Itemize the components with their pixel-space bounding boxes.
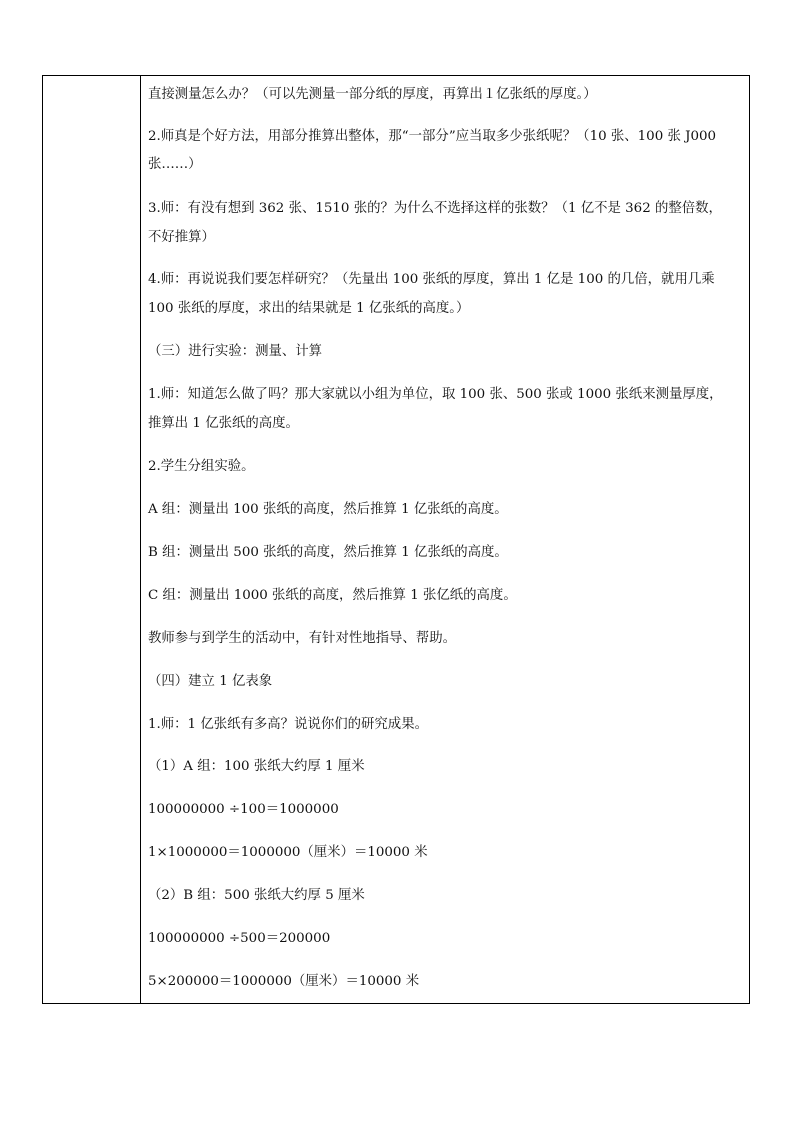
text-line: 推算出 1 亿张纸的高度。 [148, 416, 299, 431]
formula-line: 5×200000＝1000000（厘米）＝10000 米 [148, 974, 420, 989]
text-line: 直接测量怎么办？（可以先测量一部分纸的厚度，再算出１亿张纸的厚度。） [148, 87, 597, 102]
content-column [141, 76, 749, 1003]
section-heading: （三）进行实验：测量、计算 [148, 344, 323, 359]
text-line: 教师参与到学生的活动中，有针对性地指导、帮助。 [148, 631, 456, 646]
text-line: 2.学生分组实验。 [148, 459, 255, 474]
text-line: 1.师：知道怎么做了吗？那大家就以小组为单位，取 100 张、500 张或 1000 张纸来测量厚度， [148, 387, 723, 402]
text-line: A 组：测量出 100 张纸的高度，然后推算 1 亿张纸的高度。 [148, 502, 508, 517]
text-line: B 组：测量出 500 张纸的高度，然后推算 1 亿张纸的高度。 [148, 545, 508, 560]
text-line: 100 张纸的厚度，求出的结果就是 1 亿张纸的高度。） [148, 301, 470, 316]
lesson-table [42, 75, 750, 1004]
left-column [43, 76, 141, 1003]
text-line: 2.师真是个好方法，用部分推算出整体，那“一部分”应当取多少张纸呢？（10 张、100 张 J000 [148, 129, 717, 144]
text-line: 4.师：再说说我们要怎样研究？（先量出 100 张纸的厚度，算出 1 亿是 100 的几倍，就用几乘 [148, 272, 715, 287]
text-line: （1）A 组：100 张纸大约厚 1 厘米 [148, 759, 365, 774]
text-line: （2）B 组：500 张纸大约厚 5 厘米 [148, 888, 365, 903]
text-line: 1.师：1 亿张纸有多高？说说你们的研究成果。 [148, 717, 428, 732]
formula-line: 100000000 ÷100＝1000000 [148, 802, 339, 817]
text-line: 不好推算） [148, 230, 215, 245]
section-heading: （四）建立 1 亿表象 [148, 674, 273, 689]
text-line: 3.师：有没有想到 362 张、1510 张的？为什么不选择这样的张数？（1 亿不是 362 的整倍数， [148, 201, 722, 216]
text-line: C 组：测量出 1000 张纸的高度，然后推算 1 张亿纸的高度。 [148, 588, 517, 603]
formula-line: 1×1000000＝1000000（厘米）＝10000 米 [148, 845, 428, 860]
formula-line: 100000000 ÷500＝200000 [148, 931, 331, 946]
text-line: 张……） [148, 157, 202, 172]
